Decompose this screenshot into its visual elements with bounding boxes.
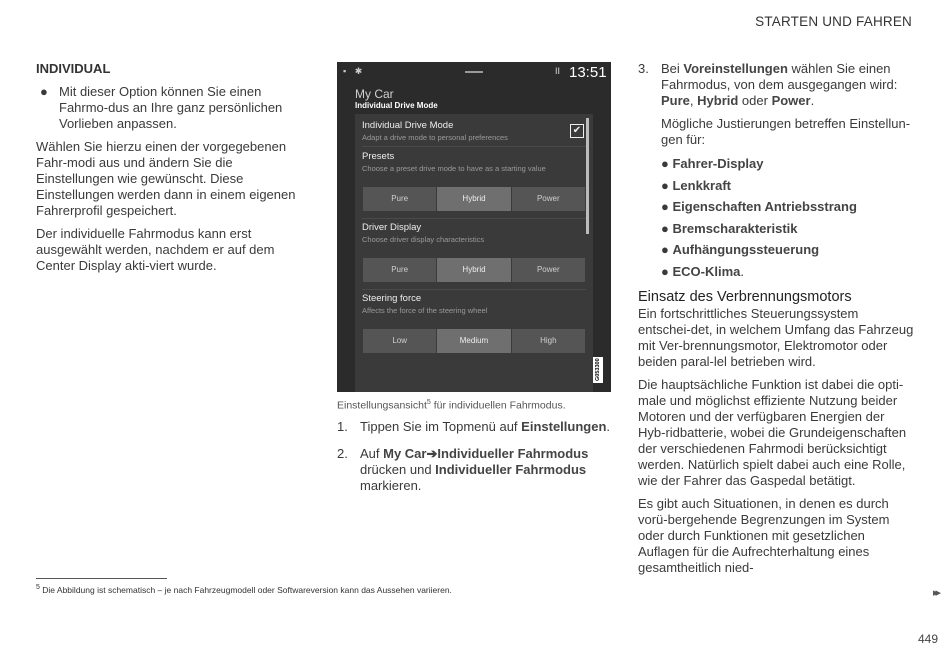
setting-desc: Choose a preset drive mode to have as a starting value — [362, 164, 546, 173]
step-bold: Einstellungen — [521, 419, 607, 434]
footnote-rule — [36, 578, 167, 579]
step-bold: My Car — [383, 446, 427, 461]
subheading: Einsatz des Verbrennungsmotors — [638, 289, 852, 305]
setting-desc: Affects the force of the steering wheel — [362, 306, 488, 315]
step-text: wählen Sie einen Fahrmodus, von dem ausgegangen wird: — [661, 61, 898, 92]
option-pure[interactable]: Pure — [363, 258, 436, 282]
page-number: 449 — [917, 632, 938, 646]
option-hybrid[interactable]: Hybrid — [437, 187, 510, 211]
step-text: . — [810, 93, 815, 108]
caption-rest: für individuellen Fahrmodus. — [430, 399, 566, 412]
settings-panel — [355, 114, 593, 392]
clock: 13:51 — [569, 64, 607, 81]
bullet-dot-icon: ● — [661, 177, 673, 193]
bullet-dot-icon: ● — [661, 242, 673, 257]
screen-subtitle: Individual Drive Mode — [355, 101, 438, 110]
step-2 — [337, 446, 611, 494]
setting-title: Steering force — [362, 293, 422, 304]
setting-title: Individual Drive Mode — [362, 120, 454, 131]
paragraph: Die hauptsächliche Funktion ist dabei die opti-male und möglichst effiziente Nutzung beider Motoren und der verfügbaren Energien der Hyb-ridbatterie, wobei die Grundeigenschaften der verschiedenen Fahrmodi berücksichtigt werden. Natürlich spielt dabei auch eine Rolle, wie der Fahrer das Gaspedal betätigt. — [638, 377, 907, 488]
bullet-dot-icon: ● — [661, 199, 673, 214]
option-high[interactable]: High — [512, 329, 585, 353]
checkbox-checked-icon[interactable]: ✔ — [570, 124, 584, 138]
setting-desc: Choose driver display characteristics — [362, 235, 485, 244]
list-item: ● Bremscharakteristik — [661, 220, 798, 236]
steering-force-selector — [363, 329, 585, 353]
paragraph: Wählen Sie hierzu einen der vorgegebenen Fahr-modi aus und ändern Sie die Einstellungen wie gewünscht. Diese Einstellungen werden dann in einem eigenen Fahrerprofil gespeichert. — [36, 139, 296, 218]
paragraph: Ein fortschrittliches Steuerungssystem entschei-det, in welchem Umfang das Fahrzeug mit Ver-brennungsmotor, Elektromotor oder beiden paral-lel betrieben wird. — [638, 306, 914, 369]
list-item: ● Aufhängungssteuerung — [661, 242, 820, 257]
right-column — [638, 61, 914, 583]
scrollbar[interactable] — [586, 118, 589, 234]
adjustment-list — [638, 153, 914, 282]
list-item: ● Fahrer-Display — [661, 156, 764, 171]
step-text: markieren. — [360, 478, 422, 493]
divider — [362, 289, 586, 290]
status-bar — [337, 62, 611, 86]
bullet-item — [36, 84, 308, 132]
caption-text: Einstellungsansicht — [337, 399, 427, 412]
step-text: drücken und — [360, 462, 436, 477]
step-number: 3. — [638, 61, 649, 76]
step-number: 1. — [337, 419, 348, 434]
drag-handle-icon — [465, 71, 483, 73]
option-power[interactable]: Power — [512, 258, 585, 282]
option-low[interactable]: Low — [363, 329, 436, 353]
steps-middle — [337, 419, 611, 501]
center-display-screenshot — [337, 62, 611, 392]
preset-selector — [363, 187, 585, 211]
step-text: Tippen Sie im Topmenü auf — [360, 419, 522, 434]
left-column — [36, 61, 308, 281]
step-text: , — [689, 93, 698, 108]
driver-display-selector — [363, 258, 585, 282]
step-bold: Individueller Fahrmodus — [435, 462, 587, 477]
bullet-dot-icon: ● — [661, 156, 673, 171]
section-heading: INDIVIDUAL — [36, 61, 111, 76]
image-code: G053300 — [595, 358, 601, 382]
setting-title: Driver Display — [362, 222, 422, 233]
figure-caption — [337, 399, 566, 412]
step-text: oder — [738, 93, 772, 108]
step-bold: Individueller Fahrmodus — [437, 446, 589, 461]
paragraph: Es gibt auch Situationen, in denen es durch vorü-bergehende Begrenzungen im System oder durch Funktionen mit gesetzlichen Auflagen für die Aufrechterhaltung eines gesamtheitlich nied- — [638, 496, 890, 575]
divider — [362, 146, 586, 147]
divider — [362, 218, 586, 219]
option-power[interactable]: Power — [512, 187, 585, 211]
pause-icon: II — [555, 66, 561, 76]
step-1 — [337, 419, 611, 435]
arrow-right-icon: ➔ — [426, 446, 438, 461]
step-text: . — [606, 419, 611, 434]
step-bold: Power — [771, 93, 811, 108]
bullet-text: Mit dieser Option können Sie einen Fahrmo-dus an Ihre ganz persönlichen Vorlieben anpassen. — [59, 84, 283, 131]
status-icons: ▪ ✱ — [343, 66, 366, 76]
next-page-icon: ▸▸ — [932, 587, 938, 599]
list-item: ● ECO-Klima. — [661, 263, 744, 279]
step-text: Bei — [661, 61, 684, 76]
paragraph: Der individuelle Fahrmodus kann erst ausgewählt werden, nachdem er auf dem Center Display akti-viert wurde. — [36, 226, 275, 273]
list-item: ● Eigenschaften Antriebsstrang — [661, 199, 857, 214]
list-item: ● Lenkkraft — [661, 177, 731, 193]
step-bold: Hybrid — [697, 93, 739, 108]
option-pure[interactable]: Pure — [363, 187, 436, 211]
setting-desc: Adapt a drive mode to personal preferences — [362, 133, 508, 142]
paragraph: Mögliche Justierungen betreffen Einstellun-gen für: — [661, 116, 911, 147]
footnote-number: 5 — [36, 584, 40, 591]
footnote-ref: 5 — [426, 399, 431, 406]
step-bold: Pure — [661, 93, 690, 108]
screen-title: My Car — [355, 87, 394, 101]
bullet-dot-icon: ● — [661, 220, 673, 236]
bullet-dot-icon: ● — [40, 84, 48, 99]
step-bold: Voreinstellungen — [683, 61, 788, 76]
footnote — [36, 584, 452, 595]
step-text: Auf — [360, 446, 384, 461]
bullet-dot-icon: ● — [661, 263, 673, 279]
option-hybrid[interactable]: Hybrid — [437, 258, 510, 282]
step-3 — [638, 61, 914, 109]
section-header: STARTEN UND FAHREN — [755, 14, 912, 29]
option-medium[interactable]: Medium — [437, 329, 510, 353]
footnote-text: Die Abbildung ist schematisch – je nach Fahrzeugmodell oder Softwareversion kann das Aussehen variieren. — [39, 584, 452, 595]
step-number: 2. — [337, 446, 348, 461]
setting-title: Presets — [362, 151, 395, 162]
